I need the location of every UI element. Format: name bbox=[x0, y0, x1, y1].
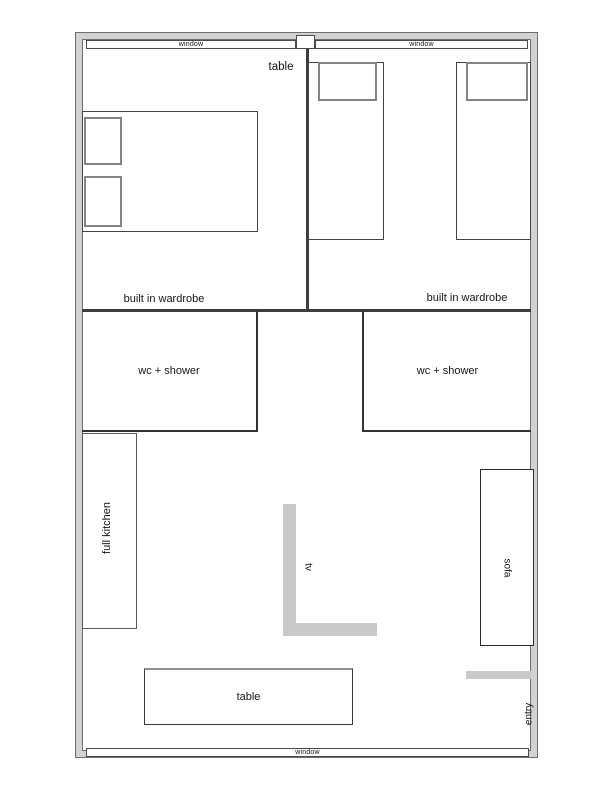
tv-label: tv bbox=[302, 563, 314, 571]
window-label: window bbox=[295, 749, 320, 756]
dining-table-label: table bbox=[236, 691, 261, 703]
wc-shower-label: wc + shower bbox=[416, 364, 479, 377]
kitchen-label: full kitchen bbox=[101, 502, 113, 554]
wardrobe-label-right: built in wardrobe bbox=[426, 292, 508, 304]
wc-shower-label: wc + shower bbox=[138, 364, 200, 377]
window-top-right bbox=[315, 40, 528, 49]
sofa bbox=[480, 469, 534, 646]
window-mullion bbox=[296, 35, 315, 49]
tv-stand-vertical bbox=[283, 504, 296, 627]
tv-stand-horizontal bbox=[283, 623, 377, 636]
pillow bbox=[84, 117, 122, 165]
window-bottom bbox=[86, 748, 529, 757]
window-label: window bbox=[178, 41, 204, 48]
sofa-label: sofa bbox=[501, 558, 513, 578]
entry-partition bbox=[466, 671, 531, 679]
window-top-left bbox=[86, 40, 296, 49]
wc-shower-room-left bbox=[82, 311, 258, 432]
pillow bbox=[84, 176, 122, 227]
wardrobe-label-left: built in wardrobe bbox=[123, 293, 205, 305]
entry-label: entry bbox=[523, 702, 535, 726]
pillow bbox=[318, 62, 377, 101]
table-top-label: table bbox=[268, 61, 294, 73]
window-label: window bbox=[409, 41, 434, 48]
pillow bbox=[466, 62, 528, 101]
wc-shower-room-right bbox=[362, 311, 531, 432]
dining-table bbox=[144, 668, 353, 725]
